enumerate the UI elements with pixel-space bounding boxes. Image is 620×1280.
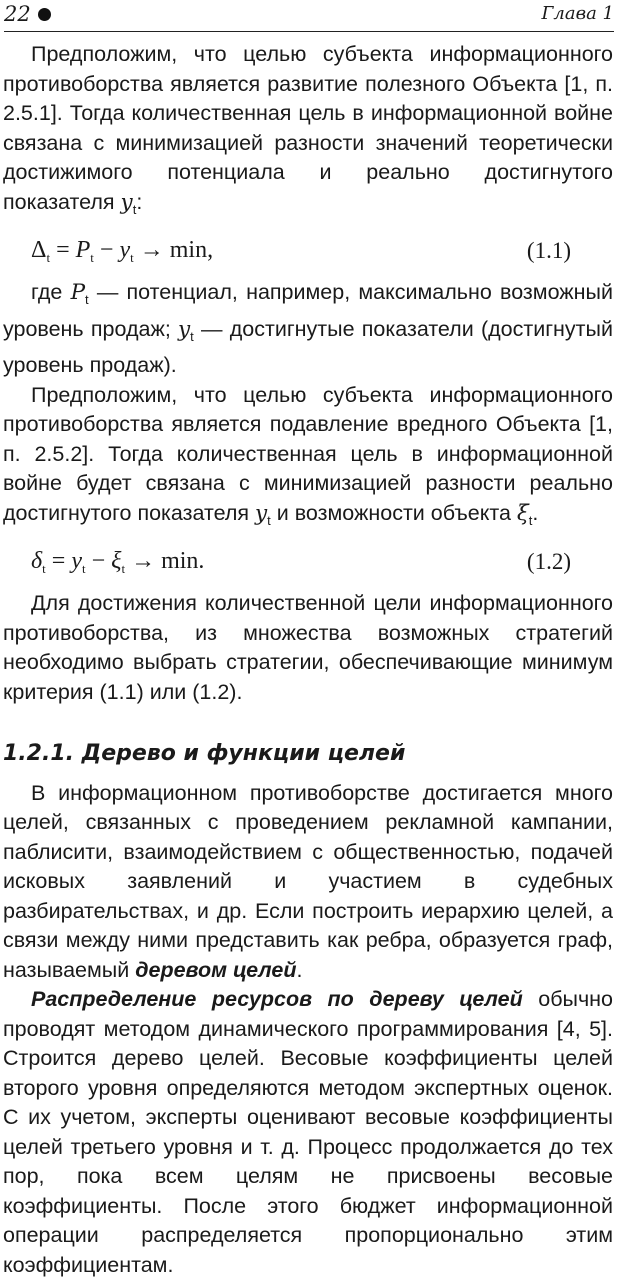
header-rule	[4, 31, 614, 32]
paragraph-2: где $P_t$ — потенциал, например, максимально возможный уровень продаж; $y_t$ — достигнутые показатели (достигнутый уровень продаж).	[3, 280, 613, 377]
paragraph-6: Распределение ресурсов по дереву целей обычно проводят методом динамического программирования [4, 5]. Строится дерево целей. Весовые коэффициенты целей второго уровня определяются методом экспертных оценок. С их учетом, эксперты оценивают весовые коэффициенты целей третьего уровня и т. д. Процесс продолжается до тех пор, пока всем целям не присвоены весовые коэффициенты. После этого бюджет информационной операции распределяется пропорционально этим коэффициентам.	[3, 987, 613, 1277]
paragraph-1: Предположим, что целью субъекта информационного противоборства является развитие полезного Объекта [1, п. 2.5.1]. Тогда количественная цель в информационной войне связана с минимизацией разности значений теоретически достижимого потенциала и реально достигнутого показателя $y_t$:	[3, 42, 613, 217]
term-resource-allocation: Распределение ресурсов по дереву целей	[31, 987, 523, 1011]
term-goal-tree: деревом целей	[135, 957, 297, 982]
section-heading: 1.2.1. Дерево и функции целей	[3, 741, 406, 766]
formula-1-1-number: (1.1)	[526, 238, 571, 263]
formula-1-2	[3, 539, 613, 587]
formula-1-1-expression: $\Delta_t = P_t - y_t \to \min$,	[31, 237, 214, 265]
formula-1-2-expression: $\delta_t = y_t - \xi_t \to \min$.	[31, 548, 205, 576]
running-header	[4, 0, 614, 30]
paragraph-3: Предположим, что целью субъекта информационного противоборства является подавление вредного Объекта [1, п. 2.5.2]. Тогда количественная цель в информационной войне будет связана с минимизацией разности реально достигнутого показателя $y_t$ и возможности объекта $\xi_t$.	[3, 382, 613, 528]
paragraph-4: Для достижения количественной цели информационного противоборства, из множества возможных стратегий необходимо выбрать стратегии, обеспечивающие минимум критерия (1.1) или (1.2).	[3, 591, 613, 704]
paragraph-5: В информационном противоборстве достигается много целей, связанных с проведением рекламной кампании, паблисити, взаимодействием с общественностью, подачей исковых заявлений и участием в судебных разбирательствах, и др. Если построить иерархию целей, а связи между ними представить как ребра, образуется граф, называемый деревом целей.	[3, 780, 613, 982]
page-number: 22	[4, 2, 31, 26]
chapter-title: Глава 1	[541, 3, 614, 24]
page-body	[3, 40, 613, 1280]
bullet-dot-icon	[38, 8, 51, 21]
var-y: y	[120, 189, 133, 215]
formula-1-2-number: (1.2)	[526, 549, 571, 574]
formula-1-1	[3, 228, 613, 276]
